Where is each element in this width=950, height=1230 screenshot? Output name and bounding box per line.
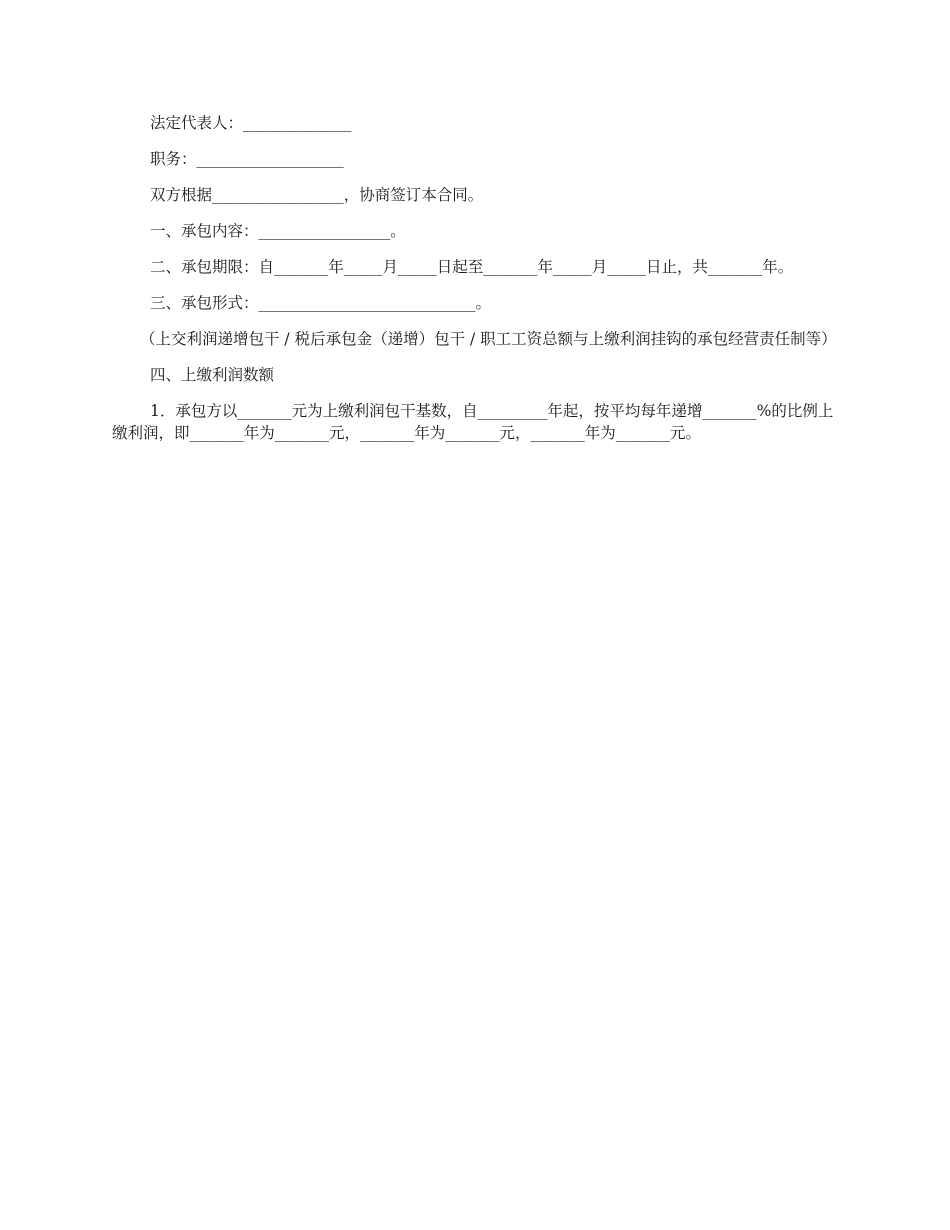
contract-form-clause: 三、承包形式：____________________________。 xyxy=(150,294,492,312)
profit-clause-1: 1．承包方以_______元为上缴利润包干基数，自_________年起，按平均每年递增_______%的比例上缴利润，即_______年为_______元，_______年为_______元，_______年为_______元。 xyxy=(112,402,834,442)
contract-form-note: （上交利润递增包干 / 税后承包金（递增）包干 / 职工工资总额与上缴利润挂钩的承包经营责任制等） xyxy=(140,330,837,348)
position-line: 职务：___________________ xyxy=(150,150,344,168)
profit-section-heading: 四、上缴利润数额 xyxy=(150,366,275,384)
contract-basis-line: 双方根据_________________，协商签订本合同。 xyxy=(150,186,484,204)
legal-representative-line: 法定代表人：______________ xyxy=(150,114,352,132)
contract-content-clause: 一、承包内容：_________________。 xyxy=(150,222,406,240)
contract-term-clause: 二、承包期限：自_______年_____月_____日起至_______年_____月_____日止，共_______年。 xyxy=(150,258,794,276)
document-body xyxy=(112,112,840,458)
